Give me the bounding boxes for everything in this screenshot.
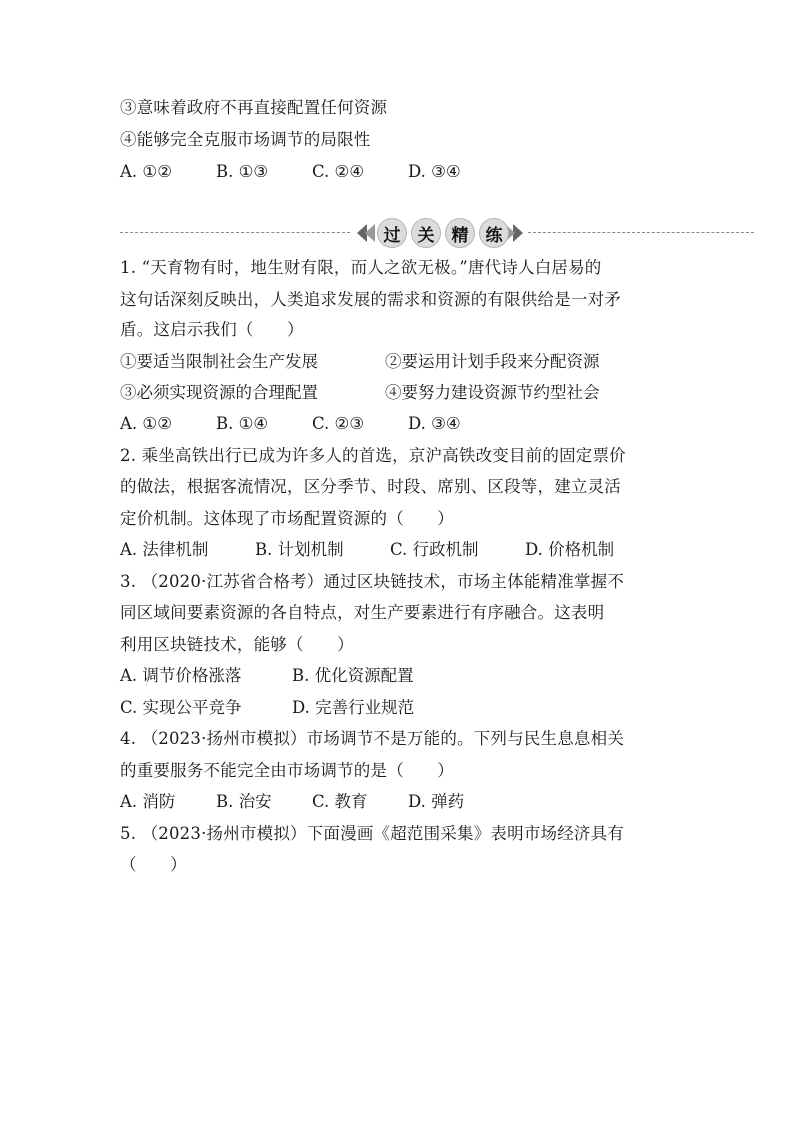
choice-b: B. 优化资源配置 bbox=[292, 666, 414, 685]
q1-option: ③必须实现资源的合理配置 bbox=[120, 383, 318, 402]
choice-a: A. ①② bbox=[120, 162, 172, 181]
q1-option: ②要运用计划手段来分配资源 bbox=[385, 352, 600, 371]
q4-choices bbox=[120, 792, 464, 812]
choice-c: C. 行政机制 bbox=[390, 540, 479, 559]
banner-char: 精 bbox=[445, 218, 475, 248]
choice-c: C. ②③ bbox=[312, 414, 365, 433]
choice-c: C. 教育 bbox=[312, 792, 368, 811]
prev-choices bbox=[120, 162, 461, 182]
q4-line: 4. （2023·扬州市模拟）市场调节不是万能的。下列与民生息息相关 bbox=[120, 729, 625, 748]
choice-d: D. 完善行业规范 bbox=[292, 698, 415, 717]
q1-line: 这句话深刻反映出，人类追求发展的需求和资源的有限供给是一对矛 bbox=[120, 290, 621, 309]
choice-d: D. ③④ bbox=[408, 162, 461, 181]
q4-line: 的重要服务不能完全由市场调节的是（ ） bbox=[120, 761, 454, 780]
q2-line: 的做法，根据客流情况，区分季节、时段、席别、区段等，建立灵活 bbox=[120, 477, 621, 496]
q3-choices-row1 bbox=[120, 666, 414, 686]
banner-char: 过 bbox=[377, 218, 407, 248]
q1-line: 1. “天育物有时，地生财有限，而人之欲无极。”唐代诗人白居易的 bbox=[120, 258, 602, 277]
q2-line: 定价机制。这体现了市场配置资源的（ ） bbox=[120, 509, 454, 528]
q1-line: 盾。这启示我们（ ） bbox=[120, 320, 304, 339]
divider-right bbox=[528, 232, 754, 234]
divider-left bbox=[120, 232, 350, 234]
q3-line: 同区域间要素资源的各自特点，对生产要素进行有序融合。这表明 bbox=[120, 603, 605, 622]
choice-a: A. 调节价格涨落 bbox=[120, 666, 242, 685]
choice-c: C. 实现公平竞争 bbox=[120, 698, 242, 717]
choice-d: D. 弹药 bbox=[408, 792, 465, 811]
q3-line: 3. （2020·江苏省合格考）通过区块链技术，市场主体能精准掌握不 bbox=[120, 572, 625, 591]
choice-a: A. ①② bbox=[120, 414, 172, 433]
q2-line: 2. 乘坐高铁出行已成为许多人的首选，京沪高铁改变目前的固定票价 bbox=[120, 446, 626, 465]
banner-char: 关 bbox=[411, 218, 441, 248]
q5-line: 5. （2023·扬州市模拟）下面漫画《超范围采集》表明市场经济具有 bbox=[120, 824, 625, 843]
choice-c: C. ②④ bbox=[312, 162, 365, 181]
q1-choices bbox=[120, 414, 461, 434]
prev-option-4: ④能够完全克服市场调节的局限性 bbox=[120, 130, 371, 149]
choice-b: B. 计划机制 bbox=[255, 540, 344, 559]
choice-a: A. 法律机制 bbox=[120, 540, 209, 559]
banner-char: 练 bbox=[479, 218, 509, 248]
choice-b: B. ①③ bbox=[216, 162, 269, 181]
prev-option-3: ③意味着政府不再直接配置任何资源 bbox=[120, 98, 388, 117]
q3-choices-row2 bbox=[120, 698, 414, 718]
q1-options-row2 bbox=[120, 383, 600, 403]
choice-d: D. 价格机制 bbox=[525, 540, 615, 559]
q2-choices bbox=[120, 540, 614, 560]
choice-d: D. ③④ bbox=[408, 414, 461, 433]
q1-options-row1 bbox=[120, 352, 600, 372]
q3-line: 利用区块链技术，能够（ ） bbox=[120, 635, 354, 654]
q1-option: ④要努力建设资源节约型社会 bbox=[385, 383, 600, 402]
section-banner bbox=[355, 218, 525, 248]
choice-a: A. 消防 bbox=[120, 792, 176, 811]
choice-b: B. ①④ bbox=[216, 414, 269, 433]
q1-option: ①要适当限制社会生产发展 bbox=[120, 352, 318, 371]
q5-line: （ ） bbox=[120, 855, 187, 874]
choice-b: B. 治安 bbox=[216, 792, 272, 811]
